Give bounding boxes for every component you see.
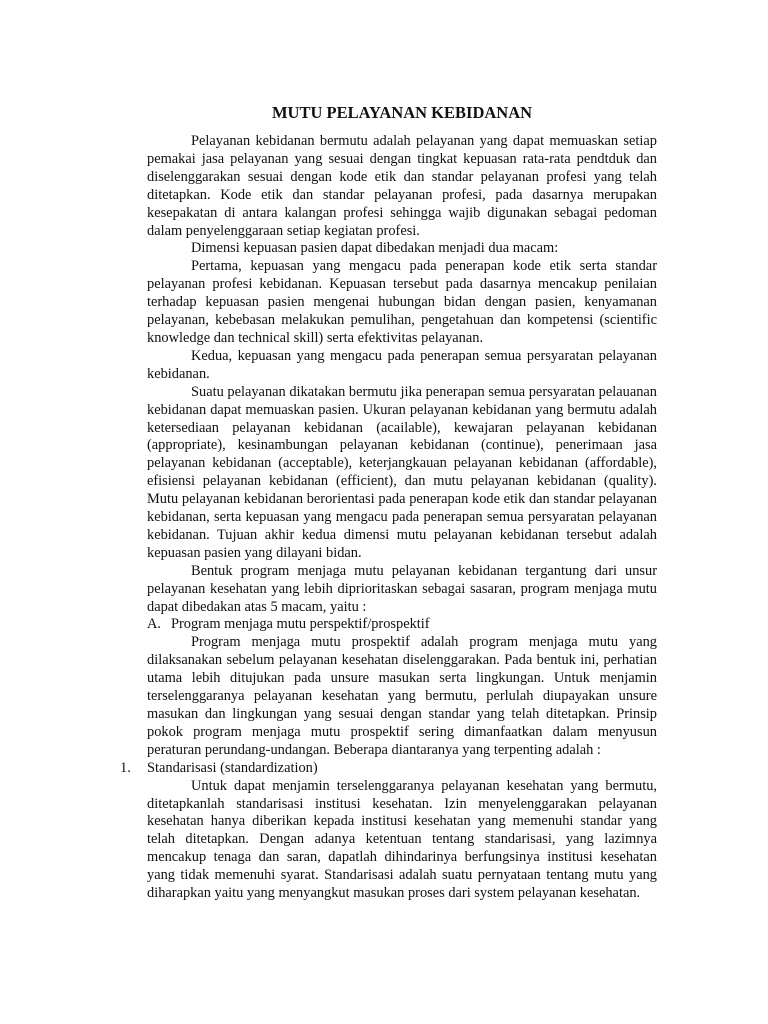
paragraph-quality-measures: Suatu pelayanan dikatakan bermutu jika penerapan semua persyaratan pelauanan kebidanan dapat memuaskan pasien. Ukuran pelayanan kebidanan yang bermutu adalah ketersediaan pelayanan kebidanan (acailable), kewajaran pelayanan kebidanan (appropriate), kesinambungan pelayanan kebidanan (continue), penerimaan jasa pelayanan kebidanan (acceptable), keterjangkauan pelayanan kebidanan (affordable), efisiensi pelayanan kebidanan (efficient), dan mutu pelayanan kebidanan (quality). Mutu pelayanan kebidanan berorientasi pada penerapan kode etik dan standar pelayanan kebidanan, serta kepuasan yang mengacu pada penerapan semua persyaratan pelayanan kebidanan. Tujuan akhir kedua dimensi mutu pelayanan kebidanan tersebut adalah kepuasan pasien yang dilayani bidan. xyxy=(147,383,657,561)
list-item-1 xyxy=(120,760,657,778)
list-text-a: Program menjaga mutu perspektif/prospektif xyxy=(171,616,430,633)
list-marker-1: 1. xyxy=(120,759,131,776)
paragraph-second-dimension: Kedua, kepuasan yang mengacu pada penerapan semua persyaratan pelayanan kebidanan. xyxy=(147,347,657,382)
paragraph-standardization: Untuk dapat menjamin terselenggaranya pelayanan kesehatan yang bermutu, ditetapkanlah standarisasi institusi kesehatan. Izin menyelenggarakan pelayanan kesehatan hanya diberikan kepada institusi kesehatan yang memenuhi standar yang telah ditetapkan. Dengan adanya ketentuan tentang standarisasi, yang lazimnya mencakup tenaga dan saran, dapatlah dihindarinya berfungsinya institusi kesehatan yang tidak memenuhi syarat. Standarisasi adalah suatu pernyataan tentang mutu yang diharapkan yaitu yang menyangkut masukan proses dari system pelayanan kesehatan. xyxy=(147,777,657,902)
list-marker-a: A. xyxy=(147,616,161,633)
document-title: MUTU PELAYANAN KEBIDANAN xyxy=(271,103,533,122)
paragraph-prospective: Program menjaga mutu prospektif adalah program menjaga mutu yang dilaksanakan sebelum pelayanan kesehatan diselenggarakan. Pada bentuk ini, perhatian utama lebih ditujukan pada unsure masukan serta lingkungan. Untuk menjamin terselenggaranya pelayanan kesehatan yang bermutu, perlulah diupayakan unsure masukan dan lingkungan yang sesuai dengan standar yang telah ditetapkan. Prinsip pokok program menjaga mutu prospektif sering dimanfaatkan dalam menyusun peraturan perundang-undangan. Beberapa diantaranya yang terpenting adalah : xyxy=(147,634,657,758)
paragraph-dimensions: Dimensi kepuasan pasien dapat dibedakan menjadi dua macam: xyxy=(191,240,559,257)
list-item-a xyxy=(147,616,657,634)
paragraph-program-types: Bentuk program menjaga mutu pelayanan kebidanan tergantung dari unsur pelayanan kesehatan yang lebih diprioritaskan sebagai sasaran, program menjaga mutu dapat dibedakan atas 5 macam, yaitu : xyxy=(147,562,657,615)
document-page xyxy=(120,101,657,903)
paragraph-first-dimension: Pertama, kepuasan yang mengacu pada penerapan kode etik serta standar pelayanan profesi kebidanan. Kepuasan tersebut pada dasarnya mencakup penilaian terhadap kepuasan pasien mengenai hubungan bidan dengan pasien, kenyamanan pelayanan, kebebasan melakukan pemulihan, pengetahuan dan kompetensi (scientific knowledge dan technical skill) serta efektivitas pelayanan. xyxy=(147,258,657,346)
paragraph-intro: Pelayanan kebidanan bermutu adalah pelayanan yang dapat memuaskan setiap pemakai jasa pelayanan yang sesuai dengan tingkat kepuasan rata-rata pendtduk dan diselenggarakan sesuai dengan kode etik dan standar pelayanan profesi yang telah ditetapkan. Kode etik dan standar pelayanan profesi, pada dasarnya merupakan kesepakatan di antara kalangan profesi sehingga wajib digunakan sebagai pedoman dalam penyelenggaraan setiap kegiatan profesi. xyxy=(147,133,657,239)
list-text-1: Standarisasi (standardization) xyxy=(147,759,318,776)
